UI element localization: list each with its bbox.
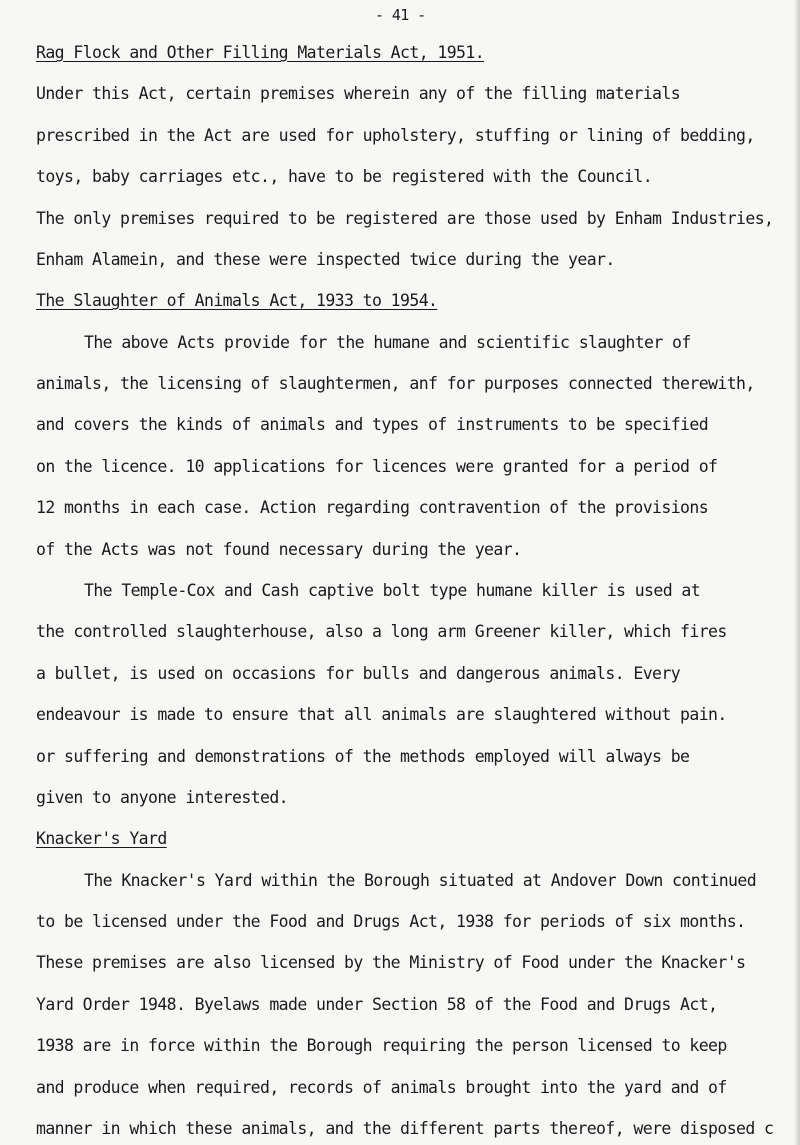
paragraph-line: of the Acts was not found necessary during the year. xyxy=(36,540,522,559)
paragraph-line: and covers the kinds of animals and types of instruments to be specified xyxy=(36,415,709,434)
page-number: - 41 - xyxy=(375,6,426,24)
paragraph-line: The Temple-Cox and Cash captive bolt type humane killer is used at xyxy=(84,581,701,600)
section-heading-slaughter-of-animals: The Slaughter of Animals Act, 1933 to 1954. xyxy=(36,291,438,310)
paragraph-line: Enham Alamein, and these were inspected twice during the year. xyxy=(36,250,615,269)
paragraph-line: the controlled slaughterhouse, also a long arm Greener killer, which fires xyxy=(36,622,727,641)
paragraph-line: 1938 are in force within the Borough requiring the person licensed to keep xyxy=(36,1036,727,1055)
paragraph-line: The Knacker's Yard within the Borough situated at Andover Down continued xyxy=(84,871,757,890)
paragraph-line: toys, baby carriages etc., have to be registered with the Council. xyxy=(36,167,653,186)
paragraph-line: Yard Order 1948. Byelaws made under Section 58 of the Food and Drugs Act, xyxy=(36,995,718,1014)
paragraph-line: 12 months in each case. Action regarding contravention of the provisions xyxy=(36,498,709,517)
paragraph-line: Under this Act, certain premises wherein any of the filling materials xyxy=(36,84,681,103)
paragraph-line: These premises are also licensed by the Ministry of Food under the Knacker's xyxy=(36,953,746,972)
page-edge-shadow xyxy=(794,0,800,1145)
paragraph-line: given to anyone interested. xyxy=(36,788,289,807)
paragraph-line: The only premises required to be registered are those used by Enham Industries, xyxy=(36,209,774,228)
paragraph-line: endeavour is made to ensure that all animals are slaughtered without pain. xyxy=(36,705,727,724)
paragraph-line: animals, the licensing of slaughtermen, anf for purposes connected therewith, xyxy=(36,374,755,393)
paragraph-line: on the licence. 10 applications for licences were granted for a period of xyxy=(36,457,718,476)
paragraph-line: or suffering and demonstrations of the methods employed will always be xyxy=(36,747,690,766)
section-heading-knackers-yard: Knacker's Yard xyxy=(36,829,167,848)
section-heading-rag-flock: Rag Flock and Other Filling Materials Act, 1951. xyxy=(36,43,485,62)
paragraph-line: and produce when required, records of animals brought into the yard and of xyxy=(36,1078,727,1097)
paragraph-line: manner in which these animals, and the different parts thereof, were disposed c xyxy=(36,1119,774,1138)
paragraph-line: to be licensed under the Food and Drugs Act, 1938 for periods of six months. xyxy=(36,912,746,931)
paragraph-line: a bullet, is used on occasions for bulls and dangerous animals. Every xyxy=(36,664,681,683)
paragraph-line: prescribed in the Act are used for upholstery, stuffing or lining of bedding, xyxy=(36,126,755,145)
paragraph-line: The above Acts provide for the humane and scientific slaughter of xyxy=(84,333,691,352)
